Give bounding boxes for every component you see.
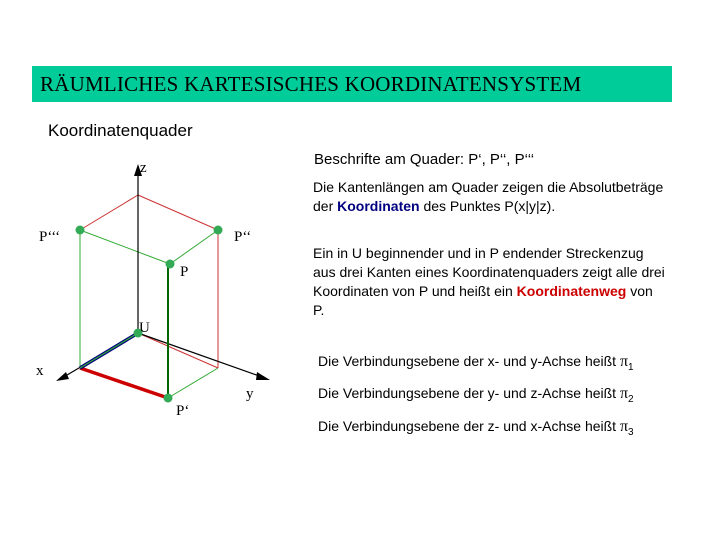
edge-top-back [80,195,138,230]
y-axis [138,333,262,377]
page-title: RÄUMLICHES KARTESISCHES KOORDINATENSYSTEM [40,72,582,96]
plane-pi3: Die Verbindungsebene der z- und x-Achse heißt $\pi_3$ [318,418,634,438]
label-U: U [139,320,150,336]
paragraph-koordinatenweg: Ein in U beginnender und in P endender Streckenzug aus drei Kanten eines Koordinatenquaders zeigt alle drei Koordinaten von P und heißt ein Koordinatenweg von P. [313,245,665,318]
koordinatenweg-x-highlight [80,333,138,368]
x-axis-arrow [56,372,69,381]
edge-top-side [170,230,218,264]
label-P1: P‘ [176,403,190,419]
subtitle: Koordinatenquader [48,121,193,140]
edge-bottom-right [168,368,218,398]
label-z: z [140,160,147,176]
label-y: y [246,386,254,402]
edge-top-right [138,195,218,230]
label-instruction: Beschrifte am Quader: P‘, P‘‘, P‘‘‘ [314,151,535,168]
koordinatenweg-x [80,368,168,398]
point-P [166,260,175,269]
label-P3: P‘‘‘ [39,229,61,245]
point-P1 [164,394,173,403]
label-P2: P‘‘ [234,229,252,245]
edge-bottom-front [138,333,218,368]
label-P: P [180,264,189,280]
point-P2 [214,226,223,235]
plane-pi2: Die Verbindungsebene der y- und z-Achse heißt $\pi_2$ [318,385,634,405]
point-P3 [76,226,85,235]
paragraph-coordinates: Die Kantenlängen am Quader zeigen die Absolutbeträge der Koordinaten des Punktes P(x|y|z). [313,179,664,214]
keyword-koordinaten: Koordinaten [337,198,420,214]
plane-pi1: Die Verbindungsebene der x- und y-Achse heißt $\pi_1$ [318,353,634,373]
keyword-koordinatenweg: Koordinatenweg [516,283,627,299]
y-axis-arrow [256,372,270,380]
label-x: x [36,363,44,379]
edge-top-front [80,230,170,264]
